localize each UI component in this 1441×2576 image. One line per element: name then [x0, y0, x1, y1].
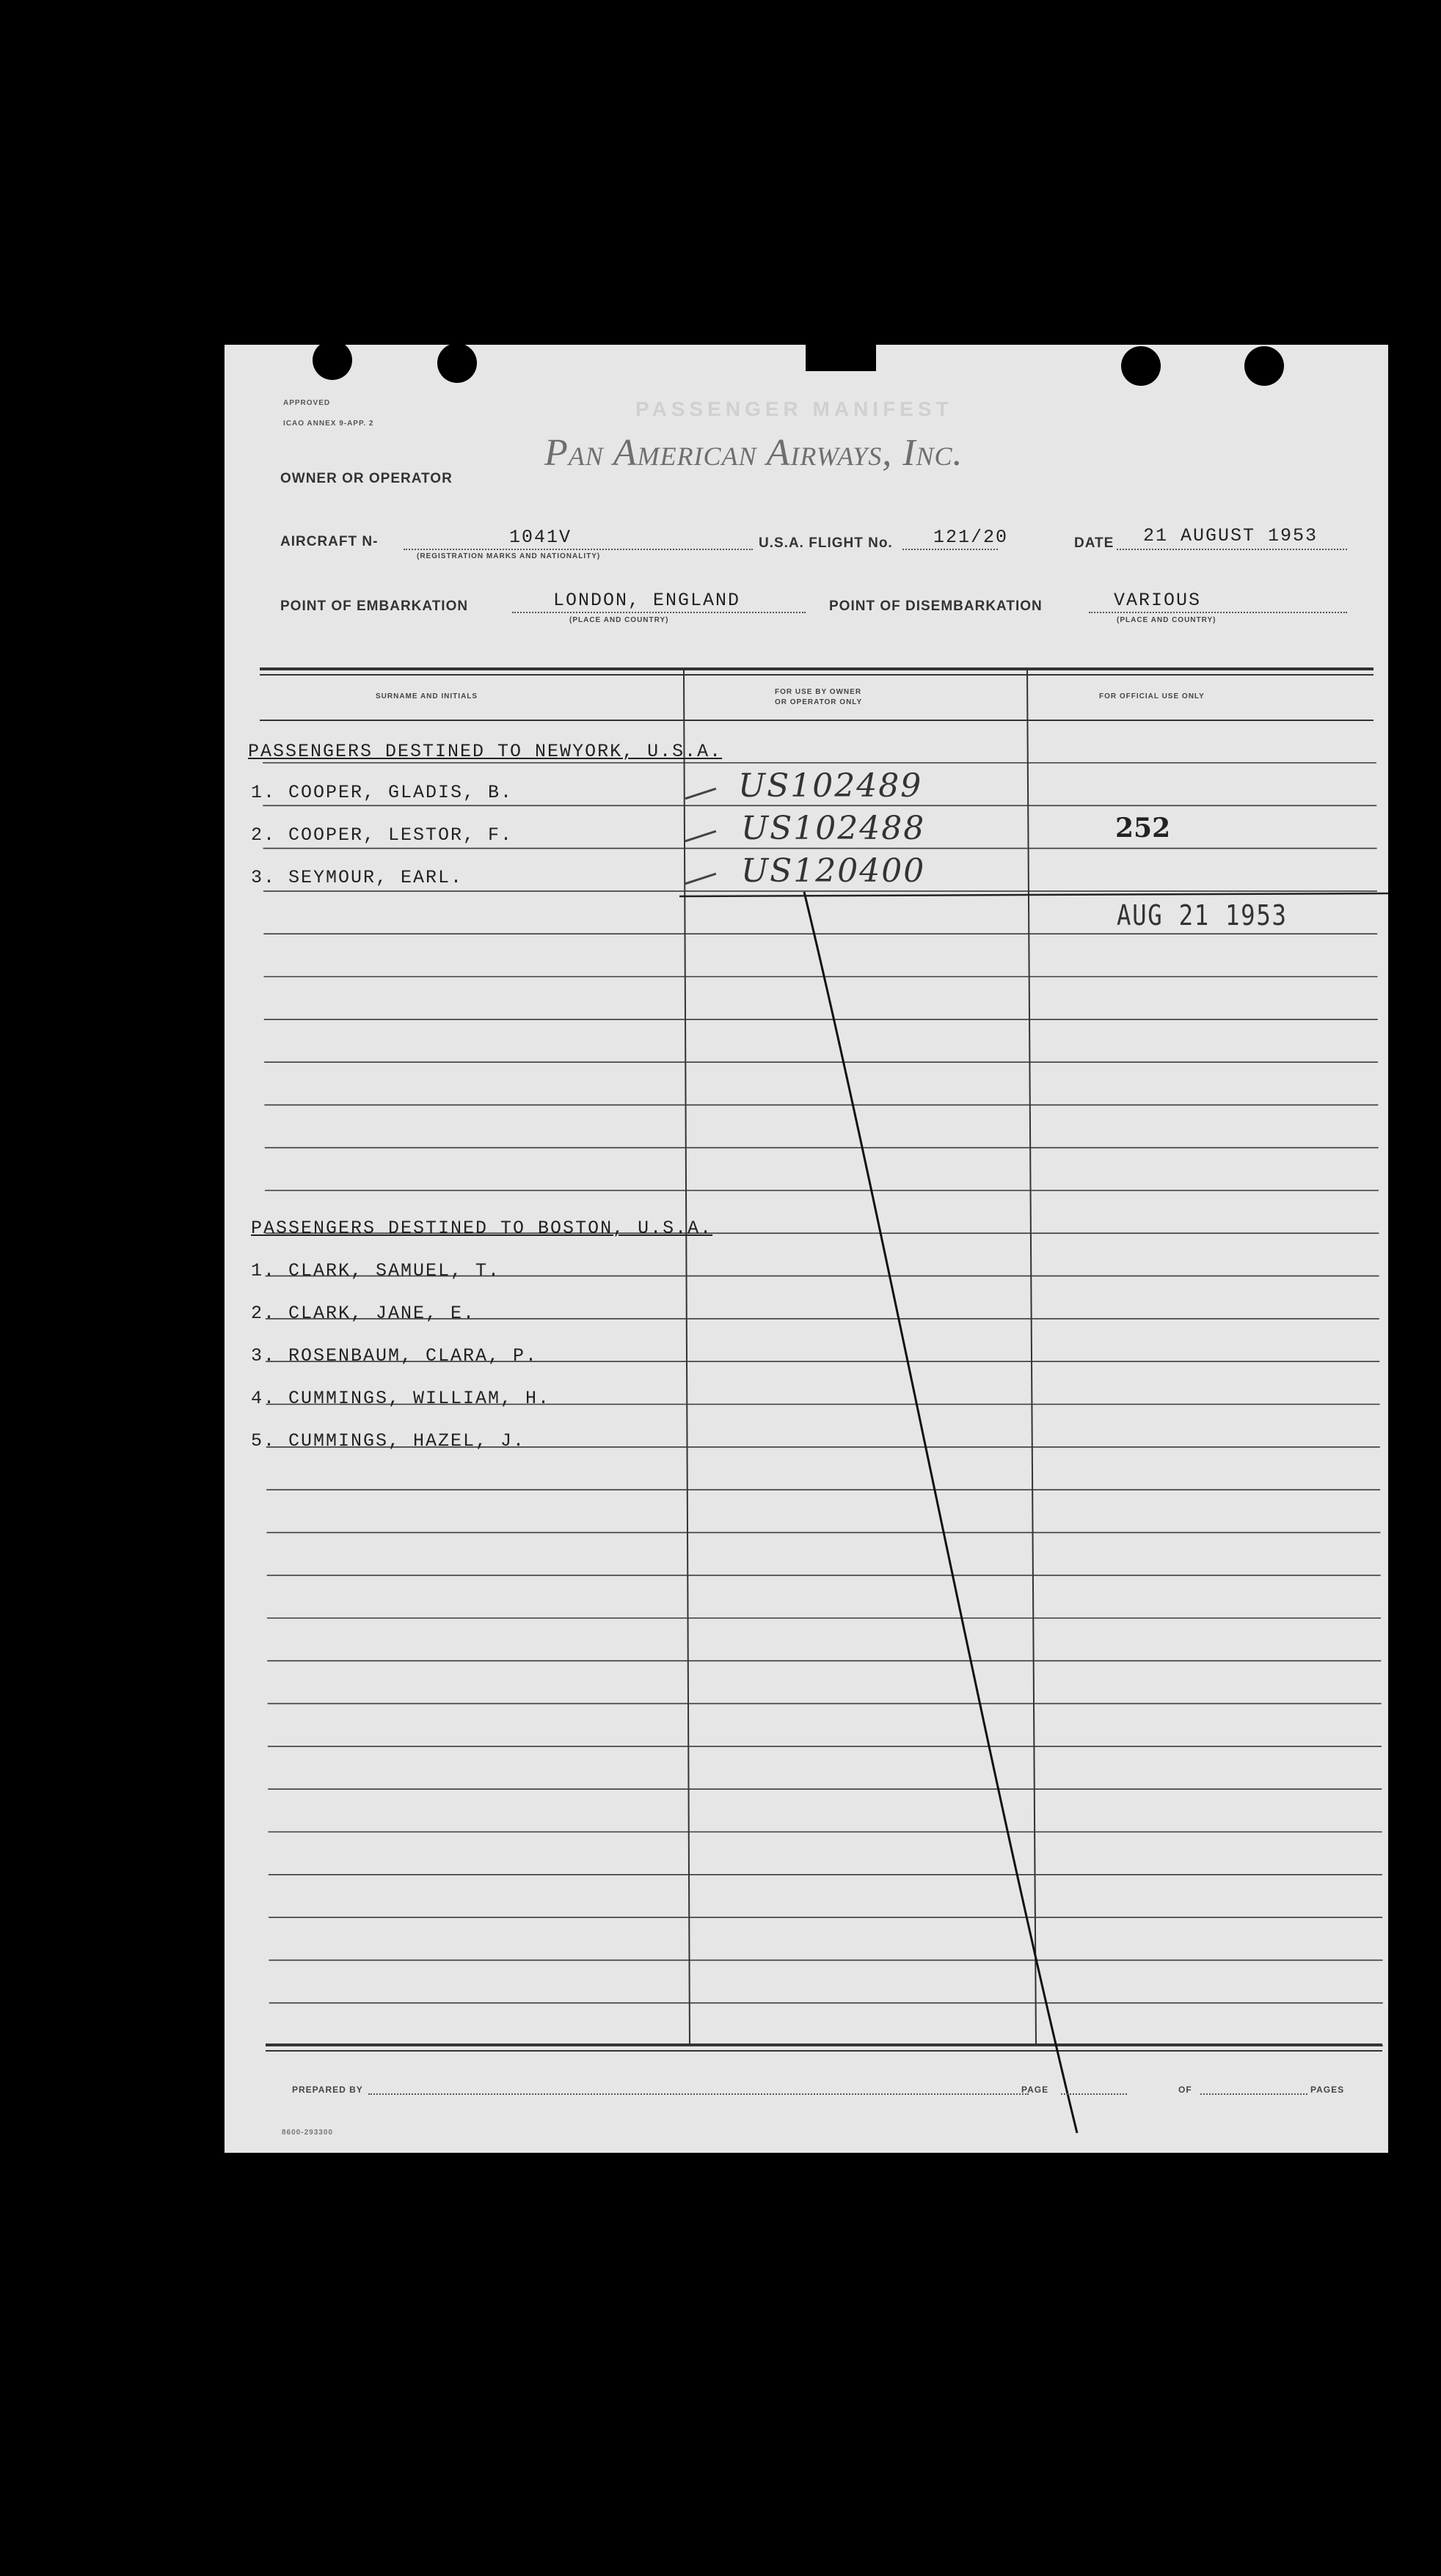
embark-sublabel: (PLACE AND COUNTRY): [569, 616, 669, 624]
date-label: DATE: [1074, 535, 1115, 551]
passenger-note: US102489: [738, 767, 923, 805]
form-title: PASSENGER MANIFEST: [635, 398, 953, 420]
cancel-stroke: [804, 892, 1077, 2133]
disembark-value: VARIOUS: [1114, 590, 1202, 611]
prepared-by-label: PREPARED BY: [292, 2085, 363, 2095]
pages-label: PAGES: [1310, 2085, 1345, 2095]
hand-underline: [679, 893, 1388, 896]
group-heading-newyork: PASSENGERS DESTINED TO NEWYORK, U.S.A.: [248, 741, 723, 762]
group-heading-boston: PASSENGERS DESTINED TO BOSTON, U.S.A.: [251, 1218, 713, 1239]
page-label: PAGE: [1021, 2085, 1049, 2095]
passenger-note: US102488: [741, 810, 926, 847]
passenger-name: 1. CLARK, SAMUEL, T.: [251, 1260, 501, 1281]
official-stamp-date: AUG 21 1953: [1117, 899, 1288, 932]
passenger-note: US120400: [741, 852, 926, 890]
approval-line-1: APPROVED: [283, 399, 331, 407]
column-divider: [684, 670, 690, 2045]
col-header-surname: SURNAME AND INITIALS: [376, 692, 478, 700]
col-header-official: FOR OFFICIAL USE ONLY: [1099, 692, 1205, 700]
disembark-sublabel: (PLACE AND COUNTRY): [1117, 616, 1216, 624]
aircraft-value: 1041V: [509, 527, 572, 548]
col-header-owner-2: OR OPERATOR ONLY: [775, 698, 863, 706]
embark-label: POINT OF EMBARKATION: [280, 599, 469, 614]
passenger-name: 5. CUMMINGS, HAZEL, J.: [251, 1430, 526, 1452]
col-header-owner-1: FOR USE BY OWNER: [775, 688, 862, 696]
aircraft-sublabel: (REGISTRATION MARKS AND NATIONALITY): [417, 552, 601, 560]
official-stamp-number: 252: [1115, 813, 1171, 844]
owner-label: OWNER OR OPERATOR: [280, 471, 453, 486]
flight-label: U.S.A. FLIGHT No.: [759, 535, 893, 551]
disembark-label: POINT OF DISEMBARKATION: [829, 599, 1043, 614]
manifest-table: [225, 345, 1388, 2153]
flight-value: 121/20: [933, 527, 1009, 548]
passenger-name: 2. CLARK, JANE, E.: [251, 1303, 476, 1324]
form-number: 8600-293300: [282, 2129, 333, 2137]
manifest-document: [225, 345, 1388, 2153]
passenger-name: 3. ROSENBAUM, CLARA, P.: [251, 1345, 539, 1366]
passenger-name: 1. COOPER, GLADIS, B.: [251, 782, 514, 803]
embark-value: LONDON, ENGLAND: [553, 590, 741, 611]
approval-line-3: ICAO ANNEX 9-APP. 2: [283, 420, 374, 428]
passenger-name: 3. SEYMOUR, EARL.: [251, 867, 464, 888]
aircraft-label: AIRCRAFT N-: [280, 534, 379, 549]
passenger-name: 4. CUMMINGS, WILLIAM, H.: [251, 1388, 551, 1409]
date-value: 21 AUGUST 1953: [1143, 525, 1318, 546]
company-name: Pan American Airways, Inc.: [544, 432, 963, 474]
column-divider: [1027, 670, 1036, 2045]
passenger-name: 2. COOPER, LESTOR, F.: [251, 824, 514, 846]
of-label: OF: [1178, 2085, 1192, 2095]
